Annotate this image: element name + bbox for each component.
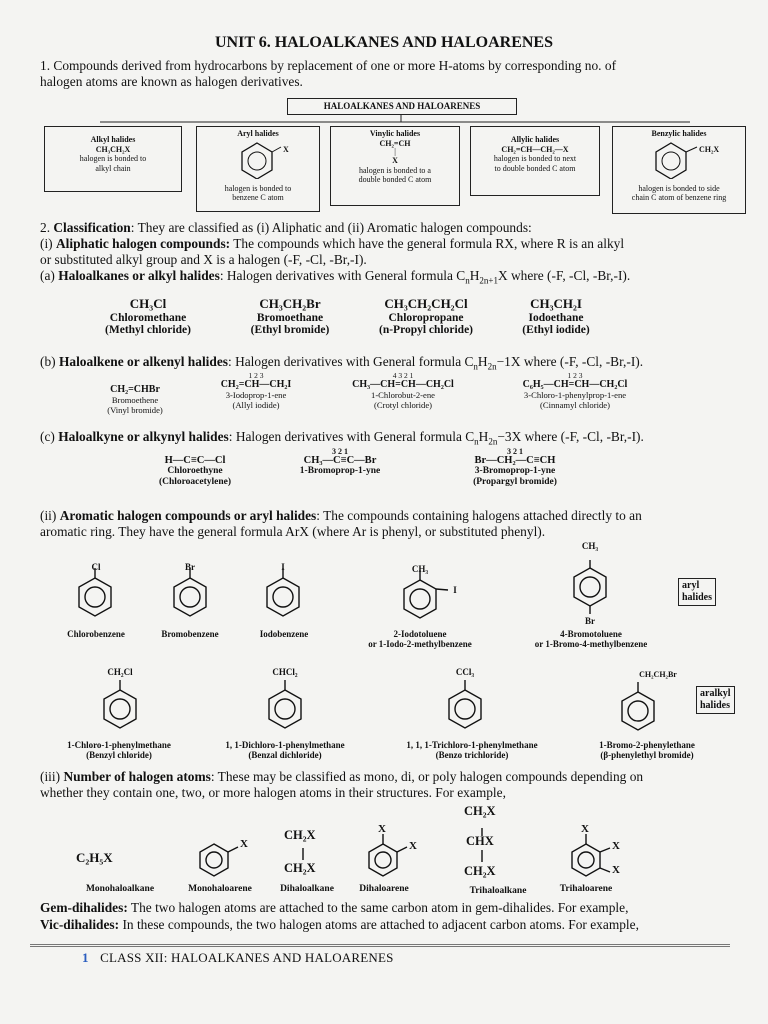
compound-name-primary: 1, 1-Dichloro-1-phenylmethane — [225, 740, 345, 750]
page-title: UNIT 6. HALOALKANES AND HALOARENES — [215, 34, 553, 51]
compound-name-primary: 1, 1, 1-Trichloro-1-phenylmethane — [406, 740, 538, 750]
box-vinylic-note2: double bonded C atom — [358, 175, 432, 184]
alkenyl-name: 3-Chloro-1-phenylprop-1-ene — [523, 390, 627, 400]
halogen-x: X — [581, 823, 589, 835]
compound-name-common: (Benzyl chloride) — [86, 750, 152, 760]
haloalkane-name: Bromoethane — [256, 312, 324, 324]
alkynyl-name: Chloroethyne — [167, 466, 223, 476]
substituent-label: I — [453, 585, 457, 595]
compound-name-primary: 1-Chloro-1-phenylmethane — [67, 740, 171, 750]
locant-numbers: 3 2 1 — [332, 447, 348, 456]
benzene-ring-icon — [197, 139, 317, 179]
tag-line-2: halides — [682, 592, 713, 603]
alkynyl-common: (Chloroacetylene) — [158, 477, 232, 487]
box-allylic-note1: halogen is bonded to next — [493, 154, 577, 163]
locant-numbers: 3 2 1 — [507, 447, 523, 456]
locant-numbers: 1 2 3 — [567, 371, 583, 380]
tag-line-1: aryl — [682, 580, 700, 591]
bond-line: | — [394, 147, 396, 156]
alkenyl-common: (Crotyl chloride) — [374, 400, 432, 410]
halogen-x: X — [378, 823, 386, 835]
substituent-label: CHCl₂ — [272, 667, 298, 677]
alkenyl-formula: C₆H₅—CH=CH—CH₂Cl — [522, 379, 628, 390]
box-benzylic-formula: CH₂X — [699, 145, 720, 154]
substituent-label: CH₂CH₂Br — [639, 670, 677, 679]
box-vinylic-title: Vinylic halides — [369, 129, 421, 138]
haloalkane-name: Chloropropane — [388, 312, 464, 324]
gem-dihalides-line: Gem-dihalides: The two halogen atoms are attached to the same carbon atom in gem-dihalides. For example, — [40, 900, 629, 915]
substituent-label: CH₂Cl — [107, 667, 133, 677]
tag-line-2: halides — [700, 700, 731, 711]
haloalkane-common: (n-Propyl chloride) — [378, 324, 474, 336]
alkynyl-common: (Propargyl bromide) — [473, 477, 557, 487]
haloalkane-item — [220, 296, 360, 336]
box-aryl-x: X — [283, 145, 289, 154]
vic-dihalides-line: Vic-dihalides: In these compounds, the two halogen atoms are attached to adjacent carbon atoms. For example, — [40, 917, 639, 932]
aromatic-line-2: aromatic ring. They have the general formula ArX (where Ar is phenyl, or substituted phenyl). — [40, 524, 546, 539]
diagram-header: HALOALKANES AND HALOARENES — [287, 98, 517, 115]
alkenyl-common: (Vinyl bromide) — [107, 405, 163, 415]
example-label: Trihaloarene — [559, 884, 613, 894]
haloalkane-item — [356, 296, 496, 336]
aromatic-section — [40, 508, 755, 540]
alkynyl-item — [440, 448, 590, 488]
substituent-label: I — [281, 562, 285, 572]
alkynyl-formula: H—C≡C—Cl — [164, 455, 226, 466]
box-benzylic-halides — [612, 126, 746, 214]
alkenyl-item — [80, 377, 190, 415]
box-vinylic-formula: CH₂=CH — [379, 138, 411, 148]
aromatic-line-1: (ii) Aromatic halogen compounds or aryl halides: The compounds containing halogens attached directly to an — [40, 508, 642, 523]
alkynyl-formula: Br—CH₂—C≡CH — [474, 455, 556, 466]
tag-line-1: aralkyl — [700, 688, 731, 699]
alkenyl-formula: CH₂=CHBr — [110, 384, 160, 395]
box-benzylic-note1: halogen is bonded to side — [638, 183, 720, 193]
locant-numbers: 4 3 2 1 — [392, 371, 414, 380]
haloalkane-formula: CH₃CH₂I — [530, 296, 582, 311]
alkenyl-item — [330, 372, 476, 410]
box-vinylic-x: X — [392, 156, 398, 165]
compound-name — [572, 740, 722, 760]
box-benzylic-note2: chain C atom of benzene ring — [631, 193, 727, 202]
dihaloalkane-bottom: CH₂X — [284, 861, 316, 875]
benzene-ring-icon — [613, 139, 743, 179]
alkenyl-formula: CH₂=CH—CH₂I — [220, 379, 292, 390]
halogen-x: X — [409, 840, 417, 852]
aralkyl-halides-tag — [696, 686, 735, 714]
dihaloalkane-top: CH₂X — [284, 828, 316, 842]
number-line-1: (iii) Number of halogen atoms: These may be classified as mono, di, or poly halogen compounds depending on — [40, 769, 644, 784]
example-label: Dihaloarene — [359, 884, 409, 894]
box-alkyl-note1: halogen is bonded to — [79, 154, 147, 163]
alkynyl-name: 1-Bromoprop-1-yne — [299, 466, 381, 476]
intro-line-1: 1. Compounds derived from hydrocarbons by replacement of one or more H-atoms by corresponding no. of — [40, 58, 617, 73]
compound-name-primary: 4-Bromotoluene — [560, 629, 622, 639]
compound-name — [44, 740, 194, 760]
alkenyl-name: 3-Iodoprop-1-ene — [225, 390, 287, 400]
compound-name-alt: or 1-Bromo-4-methylbenzene — [534, 639, 648, 649]
box-alkyl-formula: CH₃CH₂X — [95, 144, 131, 154]
compound-name — [506, 629, 676, 649]
page-number: 1 — [82, 950, 89, 965]
alkenyl-name: 1-Chlorobut-2-ene — [371, 390, 435, 400]
alkenyl-name: Bromoethene — [111, 395, 159, 405]
haloalkane-common: (Methyl chloride) — [105, 324, 191, 336]
box-allylic-title: Allylic halides — [510, 135, 560, 144]
box-allylic-formula: CH₂=CH—CH₂—X — [501, 144, 569, 154]
classification-line-4: (a) Haloalkanes or alkyl halides: Halogen derivatives with General formula $C_nH_{2n+1}X$ where (-F, -Cl, -Br,-I). — [40, 268, 631, 286]
substituent-label: CCl₃ — [455, 667, 475, 677]
footer — [82, 950, 394, 966]
halogen-x: X — [612, 840, 620, 852]
compound-name-primary: 2-Iodotoluene — [393, 629, 447, 639]
compound-name: Iodobenzene — [259, 629, 309, 639]
number-section — [40, 769, 755, 801]
box-alkyl-title: Alkyl halides — [90, 135, 136, 144]
footer-rule — [30, 944, 730, 947]
compound-name-primary: 1-Bromo-2-phenylethane — [599, 740, 695, 750]
box-allylic-halides — [470, 126, 600, 196]
substituent-label: CH₃ — [581, 541, 599, 551]
compound-name — [382, 740, 562, 760]
alkenyl-heading: (b) Haloalkene or alkenyl halides: Halogen derivatives with General formula $C_nH_{2n}-1X$ where (-F, -Cl, -Br,-I). — [40, 354, 644, 372]
aryl-rings-drawing — [0, 540, 768, 640]
haloalkane-formula: CH₃Cl — [129, 296, 167, 311]
number-line-2: whether they contain one, two, or more halogen atoms in their structures. For example, — [40, 785, 506, 800]
trihaloalkane-bottom: CH₂X — [464, 864, 496, 878]
box-vinylic-note1: halogen is bonded to a — [359, 165, 431, 175]
haloalkane-common: (Ethyl iodide) — [522, 324, 590, 336]
example-label: Trihaloalkane — [469, 886, 527, 896]
compound-name — [340, 629, 500, 649]
box-allylic-note2: to double bonded C atom — [494, 163, 576, 173]
alkenyl-formula: CH₃—CH=CH—CH₂Cl — [352, 379, 454, 390]
trihaloalkane-middle: CHX — [466, 834, 494, 848]
alkynyl-formula: CH₃—C≡C—Br — [303, 455, 377, 466]
compound-name — [200, 740, 370, 760]
example-label: Monohaloarene — [188, 884, 252, 894]
locant-numbers: 1 2 3 — [248, 371, 264, 380]
classification-line-2: (i) Aliphatic halogen compounds: The compounds which have the general formula RX, where R is an alkyl — [40, 236, 625, 251]
example-label: Dihaloalkane — [280, 884, 334, 894]
trihaloalkane-top: CH₂X — [464, 804, 496, 818]
box-alkyl-halides — [44, 126, 182, 192]
classification-line-1: 2. Classification: They are classified as (i) Aliphatic and (ii) Aromatic halogen compounds: — [40, 220, 532, 235]
box-aryl-title: Aryl halides — [237, 129, 279, 138]
box-aryl-halides — [196, 126, 320, 212]
haloalkane-item — [496, 296, 616, 336]
alkenyl-item — [490, 372, 660, 410]
diagram-connectors — [0, 0, 768, 130]
alkynyl-item — [270, 448, 410, 477]
alkenyl-item — [196, 372, 316, 410]
compound-name-common: (Benzal dichloride) — [248, 750, 322, 760]
halogen-x: X — [612, 864, 620, 876]
substituent-label: Br — [185, 562, 195, 572]
alkenyl-common: (Cinnamyl chloride) — [540, 400, 610, 410]
box-alkyl-note2: alkyl chain — [95, 163, 131, 173]
halogen-x: X — [240, 838, 248, 850]
compound-name: Bromobenzene — [161, 629, 219, 639]
footer-text: CLASS XII: HALOALKANES AND HALOARENES — [100, 950, 394, 965]
substituent-label: CH₃ — [411, 564, 429, 574]
alkynyl-heading: (c) Haloalkyne or alkynyl halides: Halogen derivatives with General formula $C_nH_{2n}-3X$ where (-F, -Cl, -Br,-I). — [40, 429, 644, 447]
box-vinylic-halides — [330, 126, 460, 206]
haloalkane-name: Iodoethane — [528, 312, 584, 324]
substituent-label: Br — [585, 616, 595, 626]
haloalkane-common: (Ethyl bromide) — [250, 324, 330, 336]
haloalkane-formula: CH₃CH₂CH₂Cl — [384, 296, 468, 311]
compound-name: Chlorobenzene — [67, 629, 125, 639]
box-aryl-note2: benzene C atom — [232, 193, 284, 202]
haloalkane-item — [80, 296, 216, 336]
aryl-halides-tag — [678, 578, 716, 606]
compound-name-common: (β-phenylethyl bromide) — [600, 750, 694, 760]
example-label: Monohaloalkane — [85, 884, 155, 894]
alkenyl-common: (Allyl iodide) — [232, 400, 280, 410]
monohaloalkane-formula: C₂H₅X — [76, 850, 113, 865]
alkynyl-name: 3-Bromoprop-1-yne — [474, 466, 556, 476]
classification-line-3: or substituted alkyl group and X is a halogen (-F, -Cl, -Br,-I). — [40, 252, 367, 267]
haloalkane-formula: CH₃CH₂Br — [259, 296, 321, 311]
compound-name-alt: or 1-Iodo-2-methylbenzene — [368, 639, 472, 649]
classification-section — [40, 220, 755, 289]
box-benzylic-title: Benzylic halides — [651, 129, 707, 138]
compound-name-common: (Benzo trichloride) — [435, 750, 509, 760]
box-aryl-note1: halogen is bonded to — [224, 183, 292, 193]
haloalkane-name: Chloromethane — [109, 312, 187, 324]
alkynyl-item — [130, 448, 260, 488]
substituent-label: Cl — [91, 562, 101, 572]
intro-line-2: halogen atoms are known as halogen derivatives. — [40, 74, 303, 89]
